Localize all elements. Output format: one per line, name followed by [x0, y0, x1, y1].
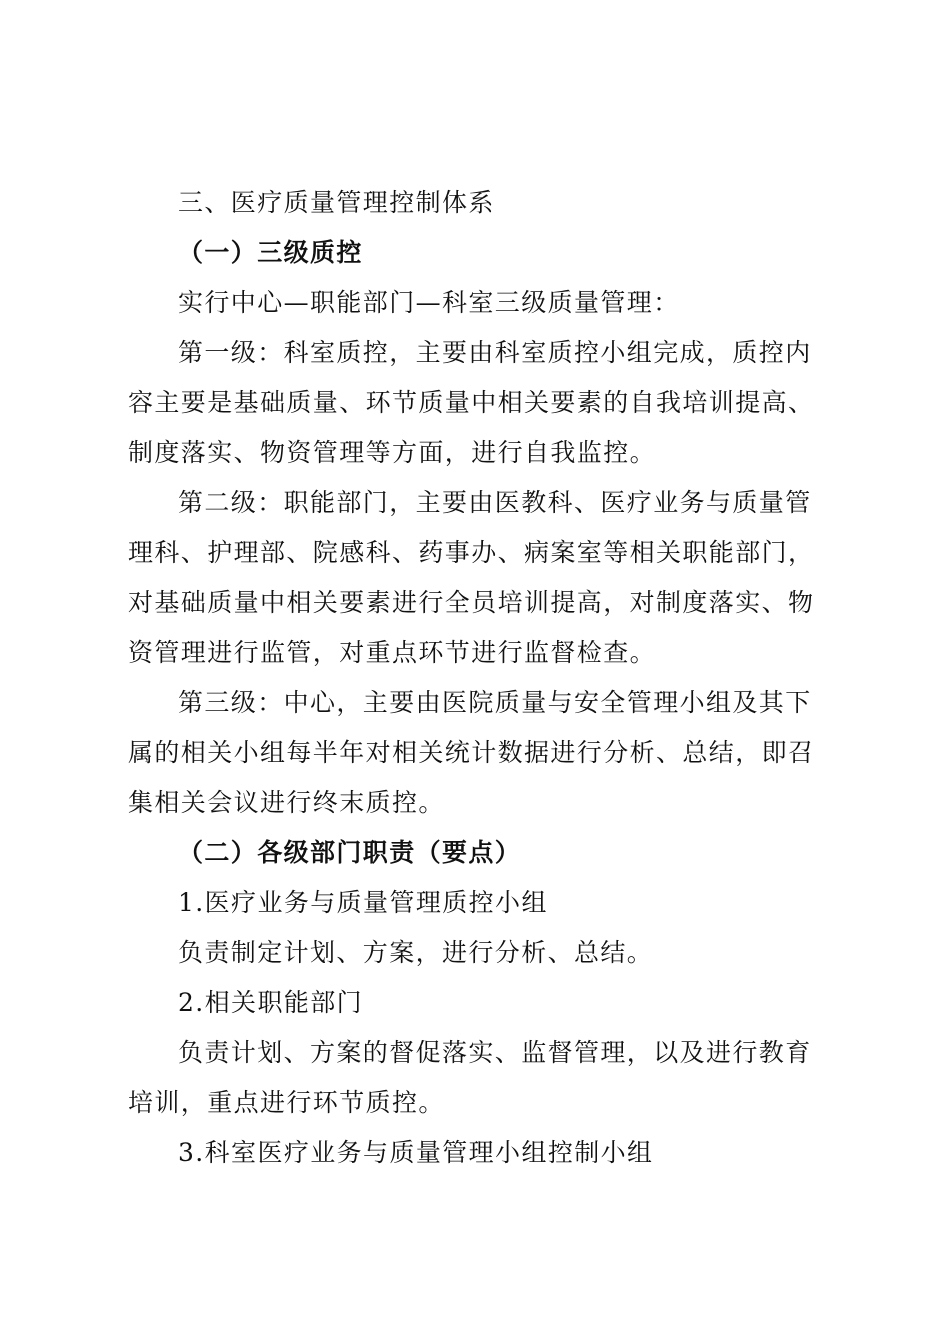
item-one-title: 1.医疗业务与质量管理质控小组	[178, 888, 548, 917]
level-two-paragraph: 第二级：职能部门，主要由医教科、医疗业务与质量管理科、护理部、院感科、药事办、病案室等相关职能部门，对基础质量中相关要素进行全员培训提高，对制度落实、物资管理进行监管，对重点环节进行监督检查。	[128, 488, 815, 667]
item-two-text: 负责计划、方案的督促落实、监督管理，以及进行教育培训，重点进行环节质控。	[128, 1038, 812, 1117]
level-three-paragraph: 第三级：中心，主要由医院质量与安全管理小组及其下属的相关小组每半年对相关统计数据进行分析、总结，即召集相关会议进行终末质控。	[128, 688, 815, 817]
main-heading: 三、医疗质量管理控制体系	[178, 188, 495, 217]
section-two-heading: （二）各级部门职责（要点）	[178, 838, 522, 867]
document-body	[128, 178, 832, 1178]
level-one-paragraph: 第一级：科室质控，主要由科室质控小组完成，质控内容主要是基础质量、环节质量中相关要素的自我培训提高、制度落实、物资管理等方面，进行自我监控。	[128, 338, 815, 467]
item-three-title: 3.科室医疗业务与质量管理小组控制小组	[178, 1138, 654, 1167]
item-one-text: 负责制定计划、方案，进行分析、总结。	[178, 938, 654, 967]
item-two-title: 2.相关职能部门	[178, 988, 364, 1017]
section-one-heading: （一）三级质控	[178, 238, 363, 267]
section-one-intro: 实行中心—职能部门—科室三级质量管理：	[178, 288, 680, 317]
